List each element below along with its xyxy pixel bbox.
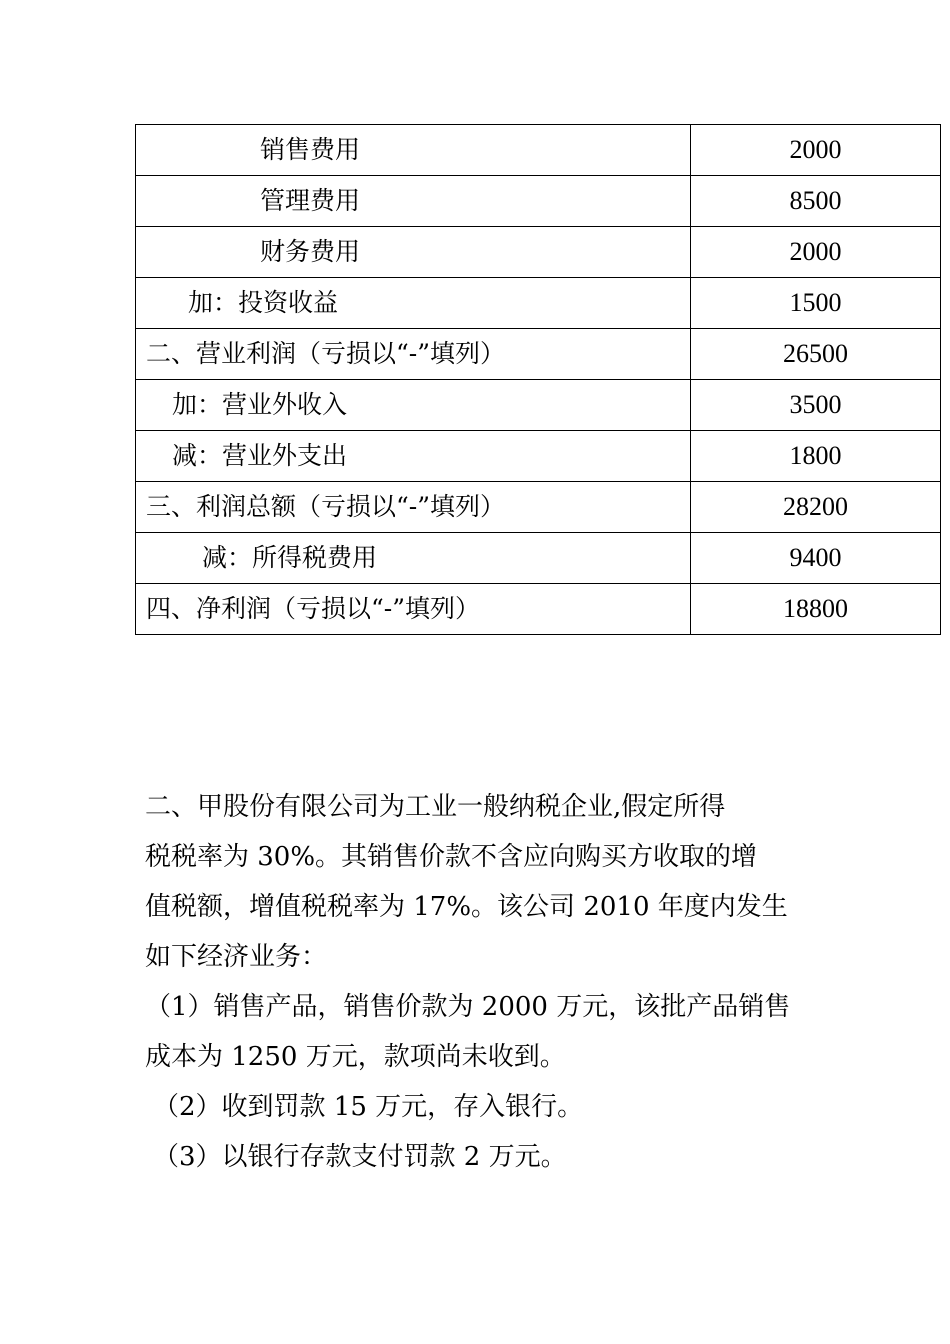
row-value: 28200	[691, 482, 941, 533]
row-value: 2000	[691, 227, 941, 278]
problem-item-1: （1）销售产品，销售价款为 2000 万元，该批产品销售	[145, 992, 791, 1022]
row-value: 2000	[691, 125, 941, 176]
table-row	[136, 278, 941, 329]
income-statement-table	[135, 124, 941, 635]
table-row	[136, 329, 941, 380]
row-value: 1500	[691, 278, 941, 329]
problem-text	[145, 782, 815, 1182]
problem-line: 成本为 1250 万元，款项尚未收到。	[145, 1042, 566, 1072]
problem-line: 值税额，增值税税率为 17%。该公司 2010 年度内发生	[145, 892, 788, 922]
row-label: 减：所得税费用	[136, 533, 691, 584]
table-row	[136, 380, 941, 431]
row-label: 管理费用	[136, 176, 691, 227]
table-row	[136, 227, 941, 278]
table-row	[136, 533, 941, 584]
table-row	[136, 431, 941, 482]
problem-item-3: （3）以银行存款支付罚款 2 万元。	[153, 1142, 567, 1172]
row-label: 三、利润总额（亏损以“-”填列）	[136, 482, 691, 533]
row-label: 二、营业利润（亏损以“-”填列）	[136, 329, 691, 380]
row-value: 3500	[691, 380, 941, 431]
row-value: 26500	[691, 329, 941, 380]
problem-line: 税税率为 30%。其销售价款不含应向购买方收取的增	[145, 842, 758, 872]
table-row	[136, 176, 941, 227]
row-label: 财务费用	[136, 227, 691, 278]
row-value: 8500	[691, 176, 941, 227]
row-label: 加：营业外收入	[136, 380, 691, 431]
row-label: 销售费用	[136, 125, 691, 176]
table-row	[136, 584, 941, 635]
problem-item-2: （2）收到罚款 15 万元，存入银行。	[153, 1092, 584, 1122]
row-label: 减：营业外支出	[136, 431, 691, 482]
problem-line: 二、甲股份有限公司为工业一般纳税企业,假定所得	[145, 792, 726, 822]
problem-line: 如下经济业务：	[145, 942, 328, 972]
row-value: 1800	[691, 431, 941, 482]
table-row	[136, 125, 941, 176]
table-row	[136, 482, 941, 533]
row-value: 18800	[691, 584, 941, 635]
row-value: 9400	[691, 533, 941, 584]
row-label: 加：投资收益	[136, 278, 691, 329]
row-label: 四、净利润（亏损以“-”填列）	[136, 584, 691, 635]
